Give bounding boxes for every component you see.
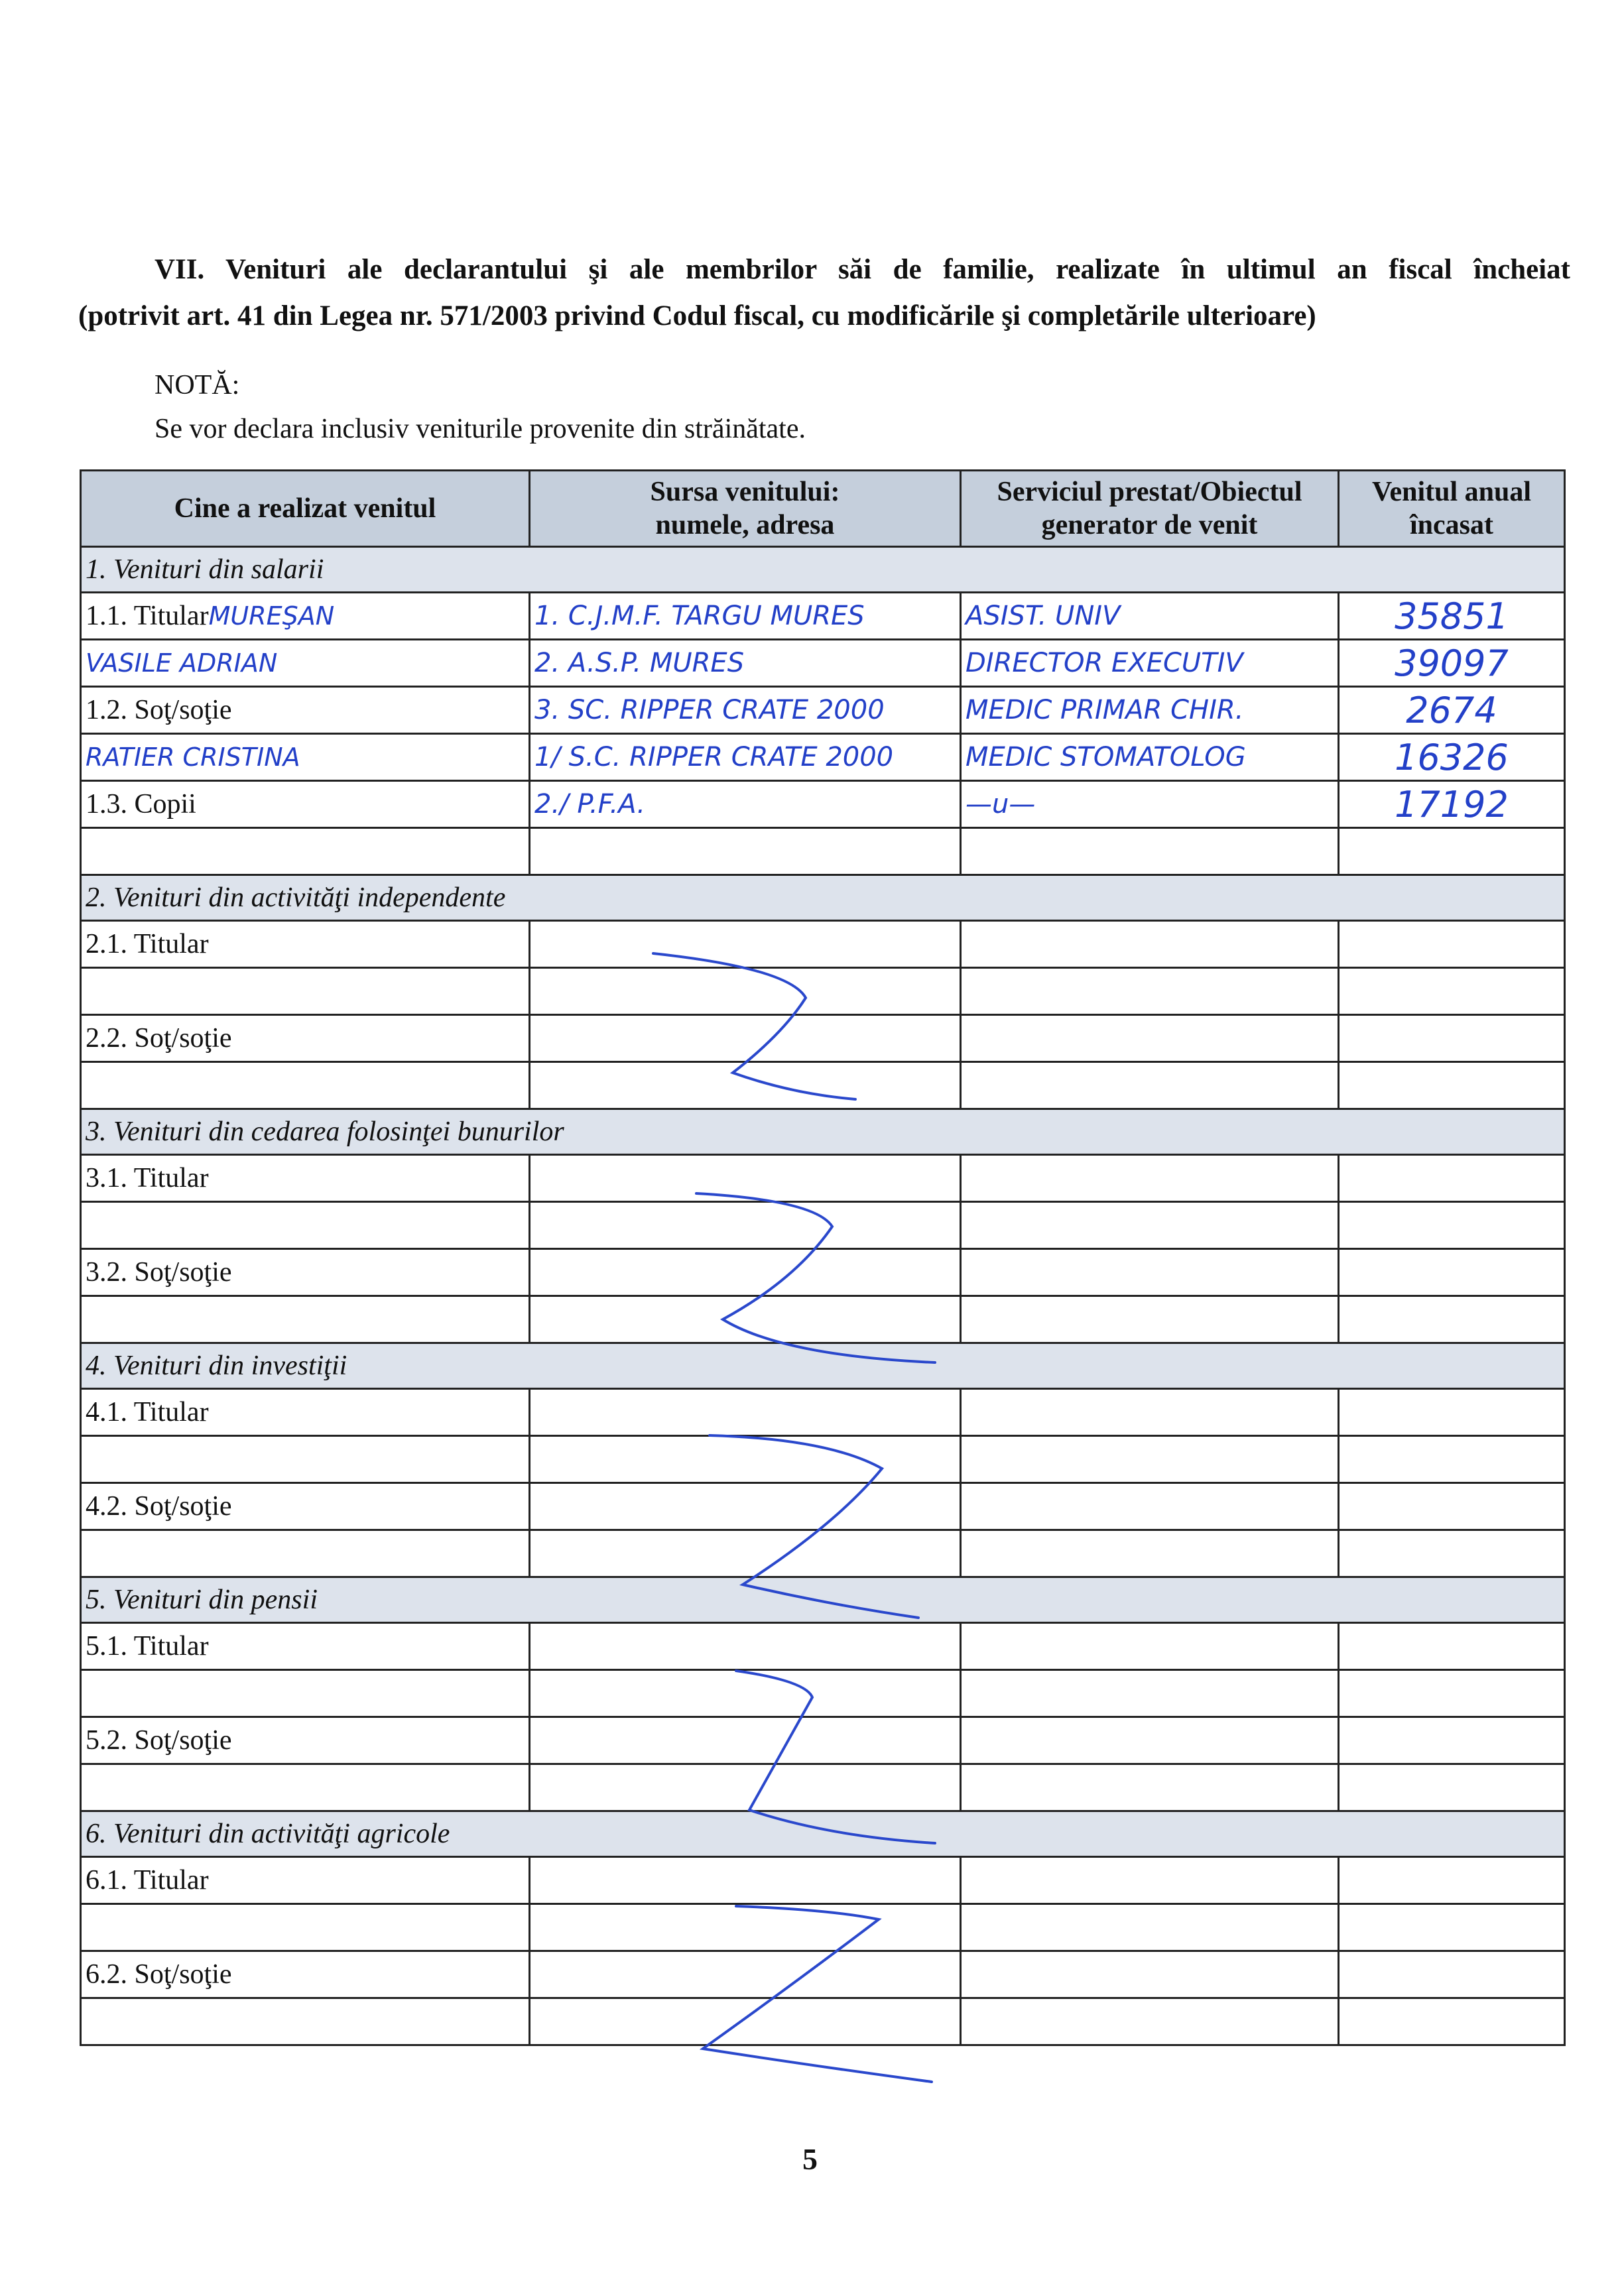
who-label: 1.1. Titular — [86, 601, 209, 631]
source-cell — [530, 1764, 961, 1811]
who-cell — [81, 781, 530, 828]
heading-line-2: (potrivit art. 41 din Legea nr. 571/2003 privind Codul fiscal, cu modificările şi completările ulterioare) — [78, 300, 1316, 332]
source-cell: 2./ P.F.A. — [530, 781, 961, 828]
section-title: 6. Venituri din activităţi agricole — [81, 1811, 1565, 1857]
service-cell — [961, 1717, 1339, 1764]
section-heading — [78, 247, 1570, 339]
income-cell: 39097 — [1339, 640, 1565, 687]
who-cell — [81, 1670, 530, 1717]
income-cell — [1339, 1717, 1565, 1764]
who-label: 4.1. Titular — [86, 1397, 209, 1427]
who-label: 2.2. Soţ/soţie — [86, 1023, 232, 1054]
header-service: Serviciul prestat/Obiectul generator de venit — [961, 471, 1339, 547]
who-cell — [81, 1483, 530, 1530]
table-row — [81, 1155, 1565, 1202]
service-cell — [961, 1296, 1339, 1343]
section-row — [81, 547, 1565, 593]
table-row — [81, 1623, 1565, 1670]
table-row — [81, 1062, 1565, 1109]
income-cell — [1339, 1530, 1565, 1577]
income-cell — [1339, 1249, 1565, 1296]
header-who: Cine a realizat venitul — [81, 471, 530, 547]
service-cell — [961, 1483, 1339, 1530]
who-cell — [81, 1530, 530, 1577]
service-cell — [961, 1951, 1339, 1998]
service-cell — [961, 1015, 1339, 1062]
income-cell: 16326 — [1339, 734, 1565, 781]
income-cell — [1339, 968, 1565, 1015]
service-cell: —u— — [961, 781, 1339, 828]
source-cell — [530, 1951, 961, 1998]
income-cell — [1339, 1670, 1565, 1717]
table-row — [81, 1670, 1565, 1717]
source-cell — [530, 1623, 961, 1670]
note-title: NOTĂ: — [155, 370, 240, 400]
service-cell: MEDIC STOMATOLOG — [961, 734, 1339, 781]
income-cell — [1339, 1202, 1565, 1249]
service-cell — [961, 1857, 1339, 1904]
table-row — [81, 734, 1565, 781]
who-cell — [81, 687, 530, 734]
income-cell — [1339, 1857, 1565, 1904]
source-cell: 3. SC. RIPPER CRATE 2000 — [530, 687, 961, 734]
income-cell — [1339, 1483, 1565, 1530]
who-cell — [81, 1015, 530, 1062]
section-title: 4. Venituri din investiţii — [81, 1343, 1565, 1389]
table-row — [81, 1249, 1565, 1296]
source-cell — [530, 1998, 961, 2045]
who-cell — [81, 1296, 530, 1343]
source-cell — [530, 1062, 961, 1109]
who-label: 3.1. Titular — [86, 1163, 209, 1193]
service-cell — [961, 968, 1339, 1015]
source-cell — [530, 1670, 961, 1717]
service-cell — [961, 1623, 1339, 1670]
who-cell — [81, 1904, 530, 1951]
who-label: 5.1. Titular — [86, 1631, 209, 1662]
service-cell — [961, 1998, 1339, 2045]
who-label: 3.2. Soţ/soţie — [86, 1257, 232, 1288]
service-cell — [961, 1155, 1339, 1202]
who-cell — [81, 1857, 530, 1904]
who-cell — [81, 1951, 530, 1998]
service-cell: DIRECTOR EXECUTIV — [961, 640, 1339, 687]
who-label: 2.1. Titular — [86, 929, 209, 959]
section-row — [81, 1811, 1565, 1857]
service-cell — [961, 1062, 1339, 1109]
source-cell — [530, 968, 961, 1015]
table-row — [81, 1764, 1565, 1811]
who-label: 1.2. Soţ/soţie — [86, 695, 232, 725]
service-cell: ASIST. UNIV — [961, 593, 1339, 640]
who-cell — [81, 593, 530, 640]
who-cell — [81, 1249, 530, 1296]
table-row — [81, 1296, 1565, 1343]
income-cell — [1339, 1998, 1565, 2045]
source-cell — [530, 921, 961, 968]
who-cell — [81, 734, 530, 781]
who-cell — [81, 1062, 530, 1109]
source-cell — [530, 1436, 961, 1483]
source-cell — [530, 1015, 961, 1062]
who-cell — [81, 1202, 530, 1249]
source-cell — [530, 1717, 961, 1764]
who-cell — [81, 1717, 530, 1764]
who-cell — [81, 828, 530, 875]
service-cell — [961, 1530, 1339, 1577]
income-table — [80, 469, 1566, 2046]
service-cell — [961, 828, 1339, 875]
who-cell — [81, 1998, 530, 2045]
service-cell — [961, 1249, 1339, 1296]
service-cell — [961, 1436, 1339, 1483]
table-row — [81, 1998, 1565, 2045]
who-cell — [81, 1436, 530, 1483]
income-cell — [1339, 1904, 1565, 1951]
service-cell: MEDIC PRIMAR CHIR. — [961, 687, 1339, 734]
who-cell — [81, 968, 530, 1015]
service-cell — [961, 1764, 1339, 1811]
source-cell: 1. C.J.M.F. TARGU MURES — [530, 593, 961, 640]
section-title: 2. Venituri din activităţi independente — [81, 875, 1565, 921]
who-handwritten: RATIER CRISTINA — [86, 743, 300, 772]
table-row — [81, 593, 1565, 640]
income-cell — [1339, 1296, 1565, 1343]
service-cell — [961, 1904, 1339, 1951]
section-row — [81, 1343, 1565, 1389]
who-cell — [81, 1155, 530, 1202]
who-label: 6.1. Titular — [86, 1865, 209, 1896]
who-label: 5.2. Soţ/soţie — [86, 1725, 232, 1756]
income-cell: 2674 — [1339, 687, 1565, 734]
source-cell — [530, 1389, 961, 1436]
who-label: 6.2. Soţ/soţie — [86, 1959, 232, 1990]
source-cell — [530, 1155, 961, 1202]
income-cell — [1339, 1015, 1565, 1062]
table-row — [81, 1857, 1565, 1904]
table-row — [81, 1717, 1565, 1764]
note — [155, 363, 806, 451]
income-cell — [1339, 921, 1565, 968]
section-title: 5. Venituri din pensii — [81, 1577, 1565, 1623]
table-row — [81, 1530, 1565, 1577]
header-income: Venitul anual încasat — [1339, 471, 1565, 547]
income-cell — [1339, 1764, 1565, 1811]
source-cell — [530, 1530, 961, 1577]
source-cell — [530, 1904, 961, 1951]
income-cell — [1339, 1062, 1565, 1109]
income-cell: 17192 — [1339, 781, 1565, 828]
income-cell — [1339, 1623, 1565, 1670]
source-cell — [530, 1249, 961, 1296]
income-cell — [1339, 1951, 1565, 1998]
income-cell — [1339, 1155, 1565, 1202]
header-source: Sursa venitului: numele, adresa — [530, 471, 961, 547]
who-cell — [81, 640, 530, 687]
who-label: 4.2. Soţ/soţie — [86, 1491, 232, 1522]
who-cell — [81, 1389, 530, 1436]
source-cell — [530, 1202, 961, 1249]
service-cell — [961, 1670, 1339, 1717]
section-row — [81, 1109, 1565, 1155]
table-row — [81, 968, 1565, 1015]
who-cell — [81, 1764, 530, 1811]
service-cell — [961, 1202, 1339, 1249]
table-row — [81, 1015, 1565, 1062]
section-title: 1. Venituri din salarii — [81, 547, 1565, 593]
table-row — [81, 921, 1565, 968]
table-row — [81, 1436, 1565, 1483]
who-cell — [81, 921, 530, 968]
heading-line-1: VII. Venituri ale declarantului şi ale membrilor săi de familie, realizate în ultimul an fiscal încheiat — [155, 254, 1570, 285]
table-row — [81, 687, 1565, 734]
source-cell: 1/ S.C. RIPPER CRATE 2000 — [530, 734, 961, 781]
source-cell — [530, 828, 961, 875]
table-row — [81, 781, 1565, 828]
income-cell — [1339, 1389, 1565, 1436]
income-cell — [1339, 1436, 1565, 1483]
source-cell — [530, 1857, 961, 1904]
section-title: 3. Venituri din cedarea folosinţei bunurilor — [81, 1109, 1565, 1155]
table-header-row — [81, 471, 1565, 547]
note-text: Se vor declara inclusiv veniturile provenite din străinătate. — [155, 414, 806, 444]
source-cell: 2. A.S.P. MURES — [530, 640, 961, 687]
section-row — [81, 875, 1565, 921]
who-handwritten: MUREŞAN — [208, 601, 335, 631]
income-cell: 35851 — [1339, 593, 1565, 640]
table-row — [81, 1904, 1565, 1951]
service-cell — [961, 1389, 1339, 1436]
table-row — [81, 828, 1565, 875]
who-handwritten: VASILE ADRIAN — [86, 648, 278, 678]
table-row — [81, 1389, 1565, 1436]
who-cell — [81, 1623, 530, 1670]
who-label: 1.3. Copii — [86, 789, 196, 819]
table-row — [81, 1483, 1565, 1530]
table-row — [81, 1202, 1565, 1249]
section-row — [81, 1577, 1565, 1623]
service-cell — [961, 921, 1339, 968]
table-row — [81, 1951, 1565, 1998]
source-cell — [530, 1483, 961, 1530]
income-cell — [1339, 828, 1565, 875]
table-row — [81, 640, 1565, 687]
source-cell — [530, 1296, 961, 1343]
page-number: 5 — [802, 2142, 818, 2176]
